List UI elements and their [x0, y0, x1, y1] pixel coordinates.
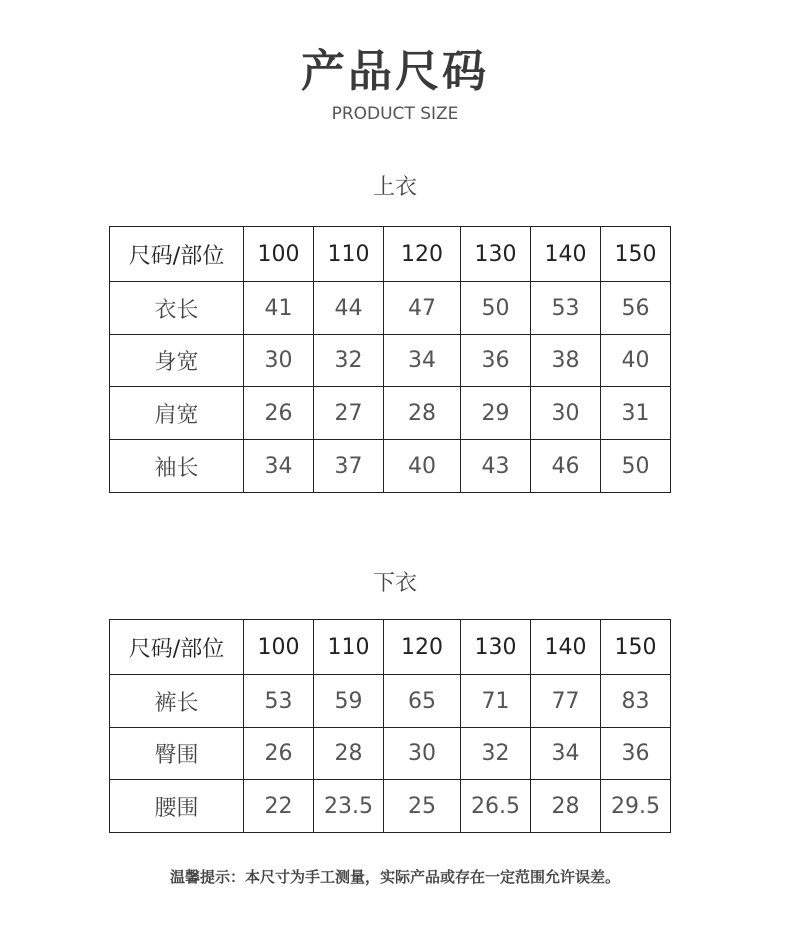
table-row — [110, 387, 671, 440]
value-cell: 50 — [601, 440, 671, 493]
value-cell: 26 — [244, 728, 314, 780]
value-cell: 30 — [531, 387, 601, 440]
value-cell: 34 — [244, 440, 314, 493]
value-cell: 30 — [244, 335, 314, 387]
row-label-cell: 腰围 — [110, 780, 244, 833]
value-cell: 30 — [384, 728, 461, 780]
top-size-table — [109, 226, 671, 493]
row-label-cell: 身宽 — [110, 335, 244, 387]
value-cell: 32 — [461, 728, 531, 780]
row-label-cell: 肩宽 — [110, 387, 244, 440]
value-cell: 56 — [601, 282, 671, 335]
table-header-row — [110, 227, 671, 282]
value-cell: 77 — [531, 675, 601, 728]
value-cell: 38 — [531, 335, 601, 387]
value-cell: 25 — [384, 780, 461, 833]
table-header-row — [110, 620, 671, 675]
value-cell: 40 — [384, 440, 461, 493]
size-header-cell: 140 — [531, 620, 601, 675]
size-header-cell: 130 — [461, 227, 531, 282]
value-cell: 44 — [314, 282, 384, 335]
value-cell: 43 — [461, 440, 531, 493]
table-row — [110, 728, 671, 780]
page-title: 产品尺码 — [301, 46, 489, 97]
value-cell: 28 — [531, 780, 601, 833]
size-header-cell: 120 — [384, 227, 461, 282]
size-header-cell: 110 — [314, 620, 384, 675]
value-cell: 29.5 — [601, 780, 671, 833]
size-header-cell: 100 — [244, 620, 314, 675]
row-label-cell: 衣长 — [110, 282, 244, 335]
value-cell: 26.5 — [461, 780, 531, 833]
value-cell: 22 — [244, 780, 314, 833]
size-header-cell: 120 — [384, 620, 461, 675]
size-header-cell: 110 — [314, 227, 384, 282]
value-cell: 29 — [461, 387, 531, 440]
size-header-cell: 150 — [601, 620, 671, 675]
value-cell: 46 — [531, 440, 601, 493]
size-header-cell: 130 — [461, 620, 531, 675]
table-row — [110, 675, 671, 728]
value-cell: 83 — [601, 675, 671, 728]
value-cell: 28 — [384, 387, 461, 440]
value-cell: 32 — [314, 335, 384, 387]
size-header-cell: 150 — [601, 227, 671, 282]
page-subtitle: PRODUCT SIZE — [331, 104, 459, 124]
table-row — [110, 335, 671, 387]
value-cell: 53 — [244, 675, 314, 728]
value-cell: 65 — [384, 675, 461, 728]
value-cell: 23.5 — [314, 780, 384, 833]
value-cell: 71 — [461, 675, 531, 728]
header-label-cell: 尺码/部位 — [110, 227, 244, 282]
header-label-cell: 尺码/部位 — [110, 620, 244, 675]
value-cell: 41 — [244, 282, 314, 335]
value-cell: 40 — [601, 335, 671, 387]
footer-note: 温馨提示：本尺寸为手工测量，实际产品或存在一定范围允许误差。 — [169, 868, 620, 886]
table-row — [110, 282, 671, 335]
value-cell: 53 — [531, 282, 601, 335]
value-cell: 28 — [314, 728, 384, 780]
value-cell: 27 — [314, 387, 384, 440]
value-cell: 34 — [531, 728, 601, 780]
value-cell: 36 — [601, 728, 671, 780]
bottom-section-title: 下衣 — [372, 571, 417, 596]
table-row — [110, 440, 671, 493]
row-label-cell: 裤长 — [110, 675, 244, 728]
row-label-cell: 袖长 — [110, 440, 244, 493]
value-cell: 34 — [384, 335, 461, 387]
value-cell: 26 — [244, 387, 314, 440]
value-cell: 37 — [314, 440, 384, 493]
value-cell: 36 — [461, 335, 531, 387]
size-header-cell: 140 — [531, 227, 601, 282]
row-label-cell: 臀围 — [110, 728, 244, 780]
bottom-size-table — [109, 619, 671, 833]
value-cell: 50 — [461, 282, 531, 335]
value-cell: 47 — [384, 282, 461, 335]
top-section-title: 上衣 — [372, 175, 417, 200]
value-cell: 31 — [601, 387, 671, 440]
value-cell: 59 — [314, 675, 384, 728]
size-header-cell: 100 — [244, 227, 314, 282]
table-row — [110, 780, 671, 833]
